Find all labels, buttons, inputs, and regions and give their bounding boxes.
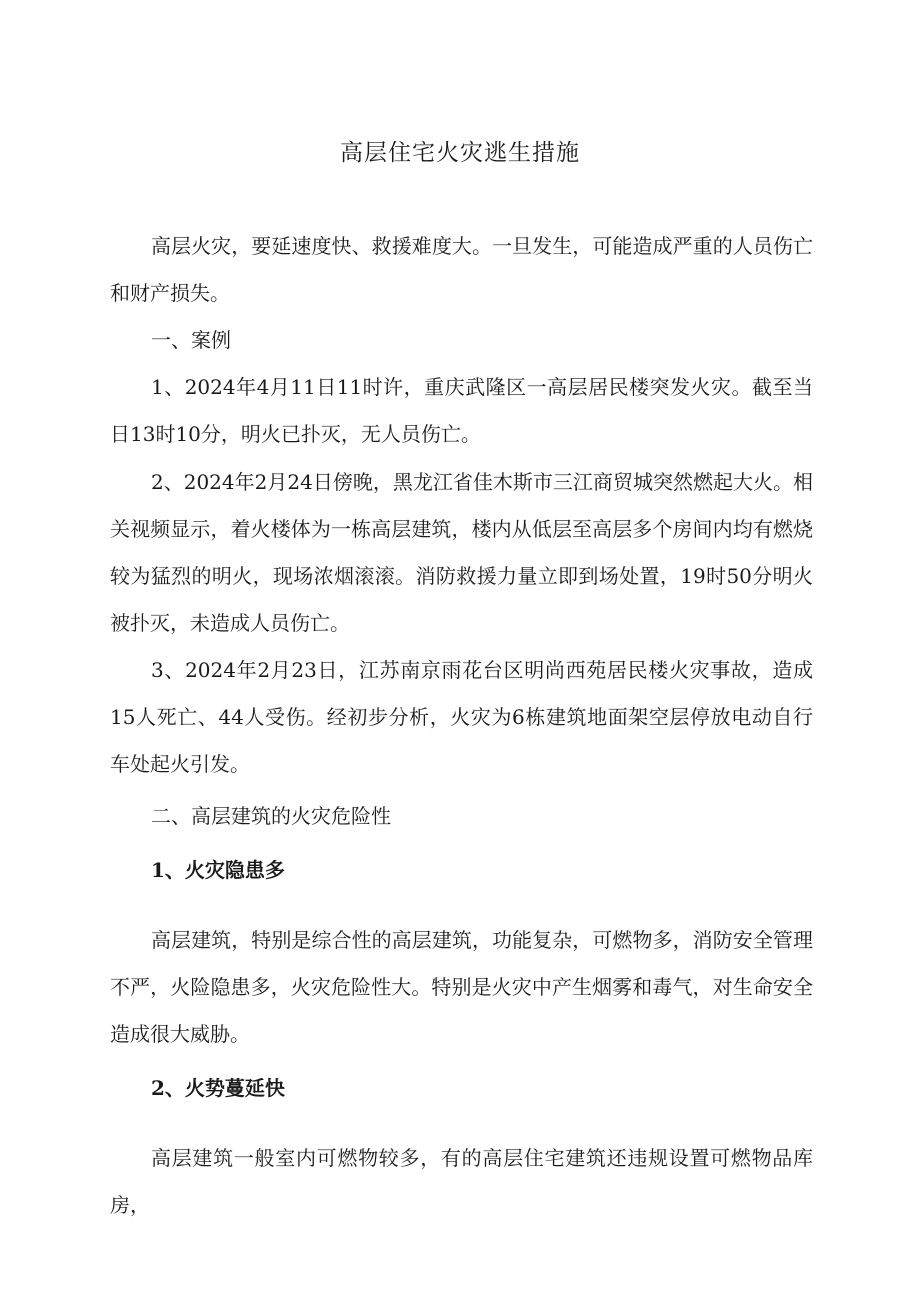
case-paragraph-1: 1、2024年4月11日11时许，重庆武隆区一高层居民楼突发火灾。截至当日13时10分，明火已扑灭，无人员伤亡。 (110, 375, 813, 446)
intro-paragraph: 高层火灾，要延速度快、救援难度大。一旦发生，可能造成严重的人员伤亡和财产损失。 (110, 234, 813, 305)
subsection-heading-hazards: 1、火灾隐患多 (151, 858, 285, 882)
section-heading-fire-risk: 二、高层建筑的火灾危险性 (151, 804, 391, 828)
section-heading-cases: 一、案例 (151, 328, 231, 352)
case-paragraph-3: 3、2024年2月23日，江苏南京雨花台区明尚西苑居民楼火灾事故，造成15人死亡、44人受伤。经初步分析，火灾为6栋建筑地面架空层停放电动自行车处起火引发。 (110, 658, 813, 776)
subsection-heading-spread: 2、火势蔓延快 (151, 1076, 285, 1100)
document-title: 高层住宅火灾逃生措施 (340, 140, 580, 166)
case-paragraph-2: 2、2024年2月24日傍晚，黑龙江省佳木斯市三江商贸城突然燃起大火。相关视频显示，着火楼体为一栋高层建筑，楼内从低层至高层多个房间内均有燃烧较为猛烈的明火，现场浓烟滚滚。消防救援力量立即到场处置，19时50分明火被扑灭，未造成人员伤亡。 (110, 470, 813, 635)
hazards-paragraph: 高层建筑，特别是综合性的高层建筑，功能复杂，可燃物多，消防安全管理不严，火险隐患多，火灾危险性大。特别是火灾中产生烟雾和毒气，对生命安全造成很大威胁。 (110, 928, 813, 1046)
spread-paragraph: 高层建筑一般室内可燃物较多，有的高层住宅建筑还违规设置可燃物品库房， (110, 1146, 813, 1217)
